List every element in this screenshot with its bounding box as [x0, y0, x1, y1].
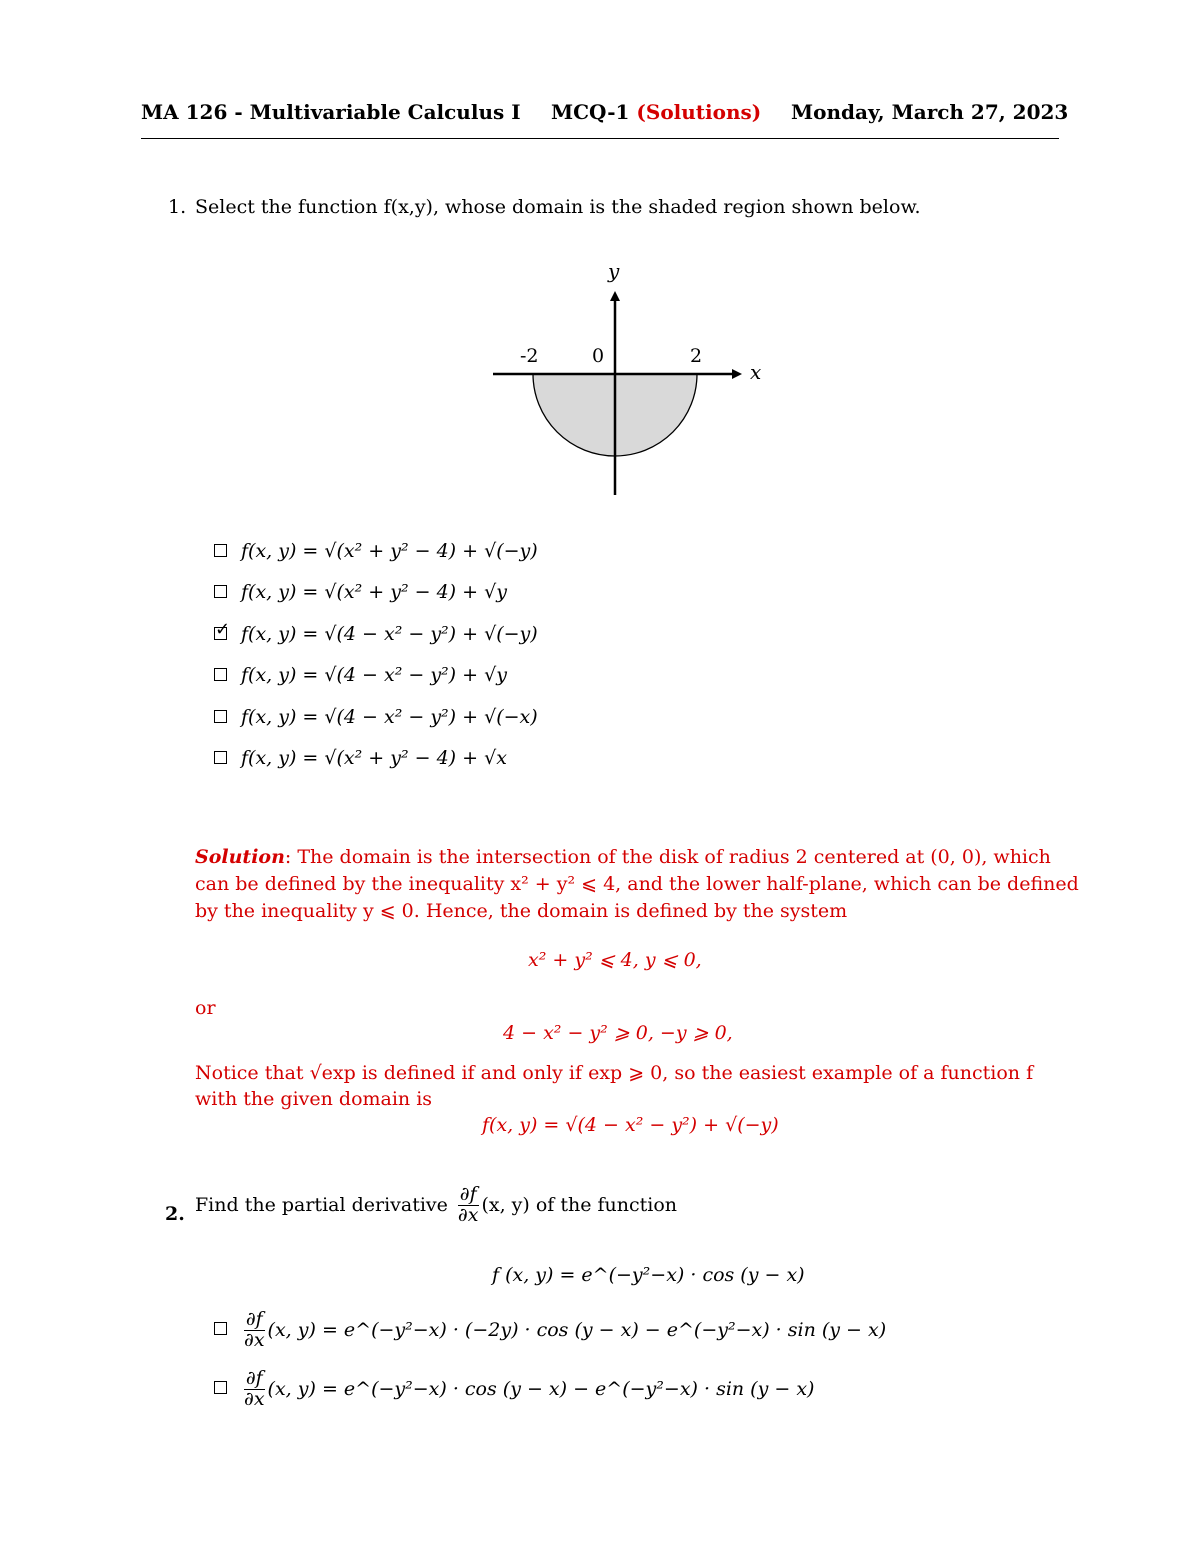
option-text: f(x, y) = √(x² + y² − 4) + √(−y): [241, 540, 538, 562]
option-text: (x, y) = e^(−y²−x) · cos (y − x) − e^(−y²−x) · sin (y − x): [267, 1378, 815, 1401]
q2-option-1[interactable]: [214, 1310, 886, 1351]
frac-numerator: ∂f: [245, 1367, 263, 1389]
solution-answer: f(x, y) = √(4 − x² − y²) + √(−y): [482, 1114, 779, 1136]
partial-fraction: [242, 1369, 267, 1410]
option-text: f(x, y) = √(4 − x² − y²) + √y: [241, 664, 507, 686]
course-title: MA 126 - Multivariable Calculus I: [141, 100, 521, 124]
y-axis-arrow: [610, 291, 620, 301]
solution-notice-1: Notice that √exp is defined if and only if exp ⩾ 0, so the easiest example of a function f: [195, 1062, 1034, 1084]
tick-label-2: 2: [690, 345, 703, 367]
option-text: f(x, y) = √(x² + y² − 4) + √x: [241, 747, 507, 769]
checkbox[interactable]: [214, 751, 227, 764]
option-text: f(x, y) = √(4 − x² − y²) + √(−y): [241, 623, 538, 645]
q2-prompt-post: (x, y) of the function: [481, 1194, 678, 1217]
y-axis-label: y: [608, 259, 620, 283]
checkbox-checked[interactable]: [214, 627, 227, 640]
q1-option-5[interactable]: [214, 706, 538, 728]
q2-prompt: [195, 1185, 677, 1226]
tick-label-neg2: -2: [520, 345, 539, 367]
solution-system-1: x² + y² ⩽ 4, y ⩽ 0,: [528, 949, 702, 971]
partial-fraction: [242, 1310, 267, 1351]
partial-fraction: [456, 1185, 481, 1226]
solution-line-3: by the inequality y ⩽ 0. Hence, the domain is defined by the system: [195, 900, 848, 922]
solution-line-2: can be defined by the inequality x² + y² ⩽ 4, and the lower half-plane, which can be defined: [195, 873, 1079, 895]
checkbox[interactable]: [214, 1322, 227, 1335]
frac-denominator: ∂x: [244, 1328, 265, 1351]
checkbox[interactable]: [214, 710, 227, 723]
q1-option-4[interactable]: [214, 664, 507, 686]
header-rule: [141, 138, 1059, 139]
q2-function: f (x, y) = e^(−y²−x) · cos (y − x): [492, 1264, 805, 1286]
q2-number: 2.: [165, 1203, 185, 1225]
checkbox[interactable]: [214, 668, 227, 681]
solution-text-1: : The domain is the intersection of the disk of radius 2 centered at (0, 0), which: [284, 846, 1051, 868]
frac-numerator: ∂f: [245, 1308, 263, 1330]
solution-or: or: [195, 997, 216, 1019]
quiz-title: [551, 100, 761, 124]
solutions-tag: (Solutions): [636, 100, 762, 124]
q2-prompt-pre: Find the partial derivative: [195, 1194, 448, 1217]
frac-denominator: ∂x: [244, 1387, 265, 1410]
q1-option-6[interactable]: [214, 747, 507, 769]
checkbox[interactable]: [214, 544, 227, 557]
option-text: f(x, y) = √(x² + y² − 4) + √y: [241, 581, 507, 603]
quiz-name: MCQ-1: [551, 100, 630, 124]
frac-numerator: ∂f: [459, 1183, 477, 1205]
tick-label-0: 0: [592, 345, 605, 367]
solution-line-1: [195, 846, 1051, 868]
solution-label: Solution: [195, 846, 285, 868]
option-text: (x, y) = e^(−y²−x) · (−2y) · cos (y − x) − e^(−y²−x) · sin (y − x): [267, 1319, 887, 1342]
x-axis-arrow: [732, 369, 742, 379]
q1-number: 1.: [168, 196, 187, 218]
q1-option-2[interactable]: [214, 581, 507, 603]
checkbox[interactable]: [214, 1381, 227, 1394]
q2-option-2[interactable]: [214, 1369, 814, 1410]
checkbox[interactable]: [214, 585, 227, 598]
exam-date: Monday, March 27, 2023: [791, 100, 1069, 124]
frac-denominator: ∂x: [457, 1203, 479, 1226]
solution-system-2: 4 − x² − y² ⩾ 0, −y ⩾ 0,: [503, 1022, 733, 1044]
domain-figure: [480, 255, 780, 505]
x-axis-label: x: [750, 360, 762, 384]
q1-option-3[interactable]: [214, 623, 538, 645]
q1-prompt: Select the function f(x,y), whose domain is the shaded region shown below.: [195, 196, 921, 218]
solution-notice-2: with the given domain is: [195, 1088, 433, 1110]
option-text: f(x, y) = √(4 − x² − y²) + √(−x): [241, 706, 538, 728]
q1-option-1[interactable]: [214, 540, 538, 562]
